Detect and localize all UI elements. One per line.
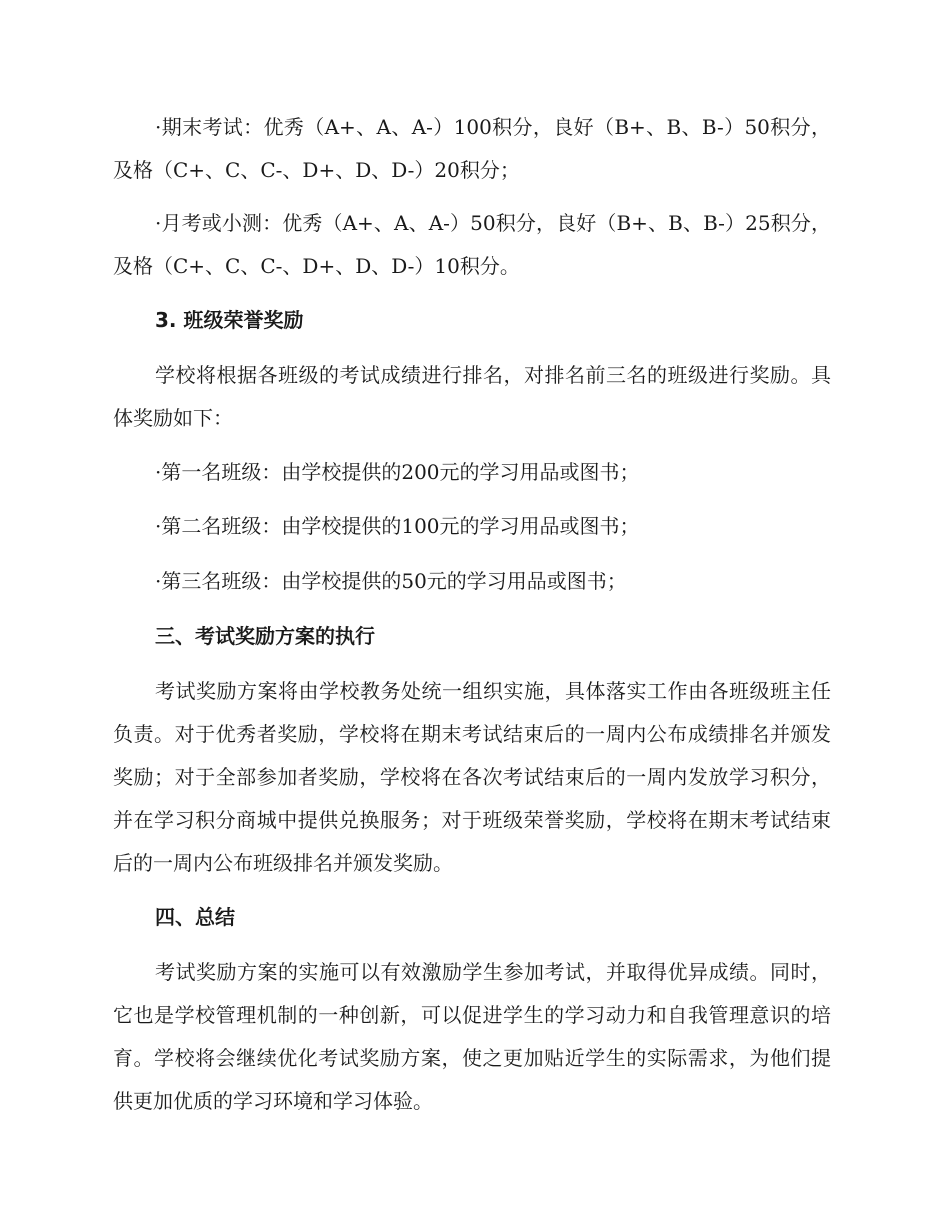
third-place-reward: ·第三名班级：由学校提供的50元的学习用品或图书； — [155, 569, 627, 593]
second-place-reward: ·第二名班级：由学校提供的100元的学习用品或图书； — [155, 514, 640, 538]
final-exam-points: ·期末考试：优秀（A+、A、A-）100积分，良好（B+、B、B-）50积分，及格（C+、C、C-、D+、D、D-）20积分； — [113, 115, 831, 182]
class-honor-heading: 3. 班级荣誉奖励 — [155, 308, 304, 332]
summary-body: 考试奖励方案的实施可以有效激励学生参加考试，并取得优异成绩。同时，它也是学校管理机制的一种创新，可以促进学生的学习动力和自我管理意识的培育。学校将会继续优化考试奖励方案，使之更加贴近学生的实际需求，为他们提供更加优质的学习环境和学习体验。 — [113, 960, 831, 1113]
summary-heading: 四、总结 — [155, 905, 235, 929]
execution-body: 考试奖励方案将由学校教务处统一组织实施，具体落实工作由各班级班主任负责。对于优秀者奖励，学校将在期末考试结束后的一周内公布成绩排名并颁发奖励；对于全部参加者奖励，学校将在各次考试结束后的一周内发放学习积分，并在学习积分商城中提供兑换服务；对于班级荣誉奖励，学校将在期末考试结束后的一周内公布班级排名并颁发奖励。 — [113, 679, 831, 875]
execution-heading: 三、考试奖励方案的执行 — [155, 624, 375, 648]
class-honor-intro: 学校将根据各班级的考试成绩进行排名，对排名前三名的班级进行奖励。具体奖励如下： — [113, 363, 831, 430]
first-place-reward: ·第一名班级：由学校提供的200元的学习用品或图书； — [155, 460, 640, 484]
monthly-quiz-points: ·月考或小测：优秀（A+、A、A-）50积分，良好（B+、B、B-）25积分，及格（C+、C、C-、D+、D、D-）10积分。 — [113, 211, 831, 278]
